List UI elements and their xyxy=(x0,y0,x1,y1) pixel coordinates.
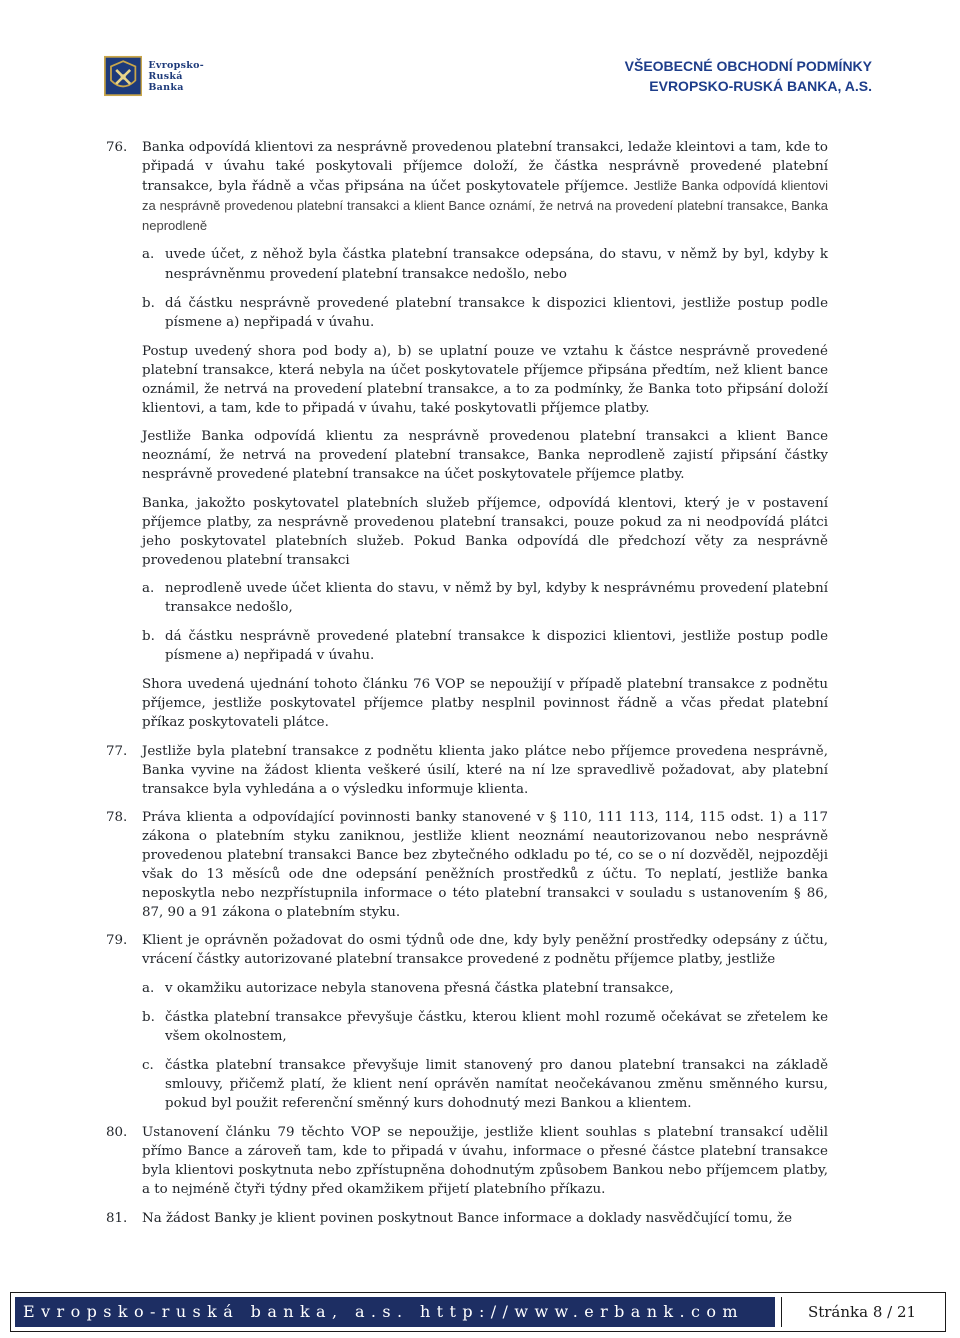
article-number: 79. xyxy=(106,933,128,949)
list-item xyxy=(142,1056,828,1113)
paragraph xyxy=(142,427,828,484)
list-item xyxy=(142,627,828,665)
list-item-text: dá částku nesprávně provedené platební transakce k dispozici klientovi, jestliže postup podle písmene a) nepřipadá v úvahu. xyxy=(165,629,828,664)
list-item xyxy=(142,579,828,617)
list-item-text: částka platební transakce převyšuje částku, kterou klient mohl rozumě očekávat se zřetelem ke všem okolnostem, xyxy=(165,1009,828,1044)
article-number: 77. xyxy=(106,743,128,759)
article-number: 80. xyxy=(106,1125,128,1141)
document-title-line2: EVROPSKO-RUSKÁ BANKA, A.S. xyxy=(649,78,872,94)
paragraph xyxy=(142,342,828,418)
list-item xyxy=(142,294,828,332)
article-text: Jestliže Banka odpovídá klientovi za nesprávně provedenou platební transakci a klient Bance oznámí, že netrvá na provedení platební transakce, Banka neprodleně xyxy=(142,178,828,234)
list-item-label: a. xyxy=(142,247,155,263)
article-77 xyxy=(106,742,828,799)
logo-line: Ruská xyxy=(148,70,183,82)
paragraph xyxy=(142,675,828,732)
page-footer xyxy=(10,1292,946,1332)
list-item-label: b. xyxy=(142,629,155,645)
article-number: 81. xyxy=(106,1210,128,1226)
article-76 xyxy=(106,138,828,236)
bank-emblem-icon xyxy=(104,53,142,99)
page-number: Stránka 8 / 21 xyxy=(781,1297,942,1327)
page-header xyxy=(0,0,960,110)
paragraph-text: Postup uvedený shora pod body a), b) se uplatní pouze ve vztahu k částce nesprávně provedené platební transakce, která nebyla na účet poskytovatele příjemce připsána předtím, než klient bance oznámil, že netrvá na provedení platební transakce, a to za podmínky, že Banka toto připsání doloží klientovi, a tam, kde to připadá v úvahu, také poskytovatli příjemce platby. xyxy=(142,343,828,417)
paragraph-text: Banka, jakožto poskytovatel platebních služeb příjemce, odpovídá klentovi, který je v postavení příjemce platby, za nesprávně provedenou platební transakci, pouze pokud za ni neodpovídá plátci jeho poskytovatel platebních služeb. Pokud Banka odpovídá dle předchozí věty za nesprávně provedenou platební transakci xyxy=(142,495,828,568)
article-text: Jestliže byla platební transakce z podnětu klienta jako plátce nebo příjemce provedena nesprávně, Banka vyvine na žádost klienta veškeré úsilí, které na ní lze spravedlivě požadovat, aby platební transakce byla vyhledána a o výsledku informuje klienta. xyxy=(142,743,828,797)
footer-bank-info: Evropsko-ruská banka, a.s. http://www.erbank.com xyxy=(15,1297,775,1327)
paragraph-text: Shora uvedená ujednání tohoto článku 76 VOP se nepoužijí v případě platební transakce z podnětu příjemce, jestliže poskytovatel příjemce platby nesplnil povinnost řádně a včas předat platební příkaz poskytovateli plátce. xyxy=(142,677,828,731)
article-text: Práva klienta a odpovídající povinnosti banky stanovené v § 110, 111 113, 114, 115 odst. 1) a 117 zákona o platebním styku zaniknou, jestliže klient neoznámí neautorizovanou nebo nesprávně provedenou platební transakci Bance bez zbytečného odkladu po té, co se o ní dozvěděl, nejpozději však do 13 měsíců ode dne odepsání peněžních prostředků z účtu. To neplatí, jestliže banka neposkytla nebo nezpřístupnila informace o této platební transakci v souladu s ustanovením § 86, 87, 90 a 91 zákona o platebním styku. xyxy=(142,809,828,921)
article-text: Na žádost Banky je klient povinen poskytnout Bance informace a doklady nasvědčující tomu, že xyxy=(142,1210,793,1226)
logo-line: Evropsko- xyxy=(148,59,204,71)
document-title xyxy=(625,56,872,96)
list-item-label: b. xyxy=(142,1009,155,1025)
article-text: Ustanovení článku 79 těchto VOP se nepoužije, jestliže klient souhlas s platební transakcí udělil přímo Bance a zároveň tam, kde to připadá v úvahu, informace o přesné částce platební transakce byla klientovi poskytnuta nebo zpřístupněna dohodnutým způsobem Bankou nebo příjemcem platby, a to nejméně čtyři týdny před okamžikem přijetí platebního příkazu. xyxy=(142,1125,828,1198)
bank-logo xyxy=(104,52,204,100)
list-item xyxy=(142,245,828,283)
list-item-text: dá částku nesprávně provedené platební transakce k dispozici klientovi, jestliže postup podle písmene a) nepřipadá v úvahu. xyxy=(165,295,828,330)
list-item-label: a. xyxy=(142,580,155,596)
list-item-text: částka platební transakce převyšuje limit stanovený pro danou platební transakci na základě smlouvy, přičemž platí, že klient není oprávěn namítat neočekávanou změnu směnného kursu, pokud byl použit referenční směnný kurs dohodnutý mezi Bankou a klientem. xyxy=(165,1057,828,1112)
list-item-label: c. xyxy=(142,1057,154,1073)
document-body xyxy=(106,138,828,1237)
list-item-label: a. xyxy=(142,980,155,996)
list-item-text: neprodleně uvede účet klienta do stavu, v němž by byl, kdyby k nesprávnému provedení platební transakce nedošlo, xyxy=(165,580,828,615)
logo-line: Banka xyxy=(148,81,184,93)
article-number: 78. xyxy=(106,809,128,825)
article-78 xyxy=(106,808,828,923)
document-title-line1: VŠEOBECNÉ OBCHODNÍ PODMÍNKY xyxy=(624,58,872,74)
paragraph-text: Jestliže Banka odpovídá klientu za nesprávně provedenou platební transakci a klient Bance neoznámí, že netrvá na provedení platební transakce, Banka neprodleně zajistí připsání částky nesprávně provedené platební transakce na účet poskytovatele příjemce platby. xyxy=(142,429,828,483)
list-item xyxy=(142,1008,828,1046)
paragraph xyxy=(142,494,828,570)
list-item-text: v okamžiku autorizace nebyla stanovena přesná částka platební transakce, xyxy=(165,980,674,996)
list-item-text: uvede účet, z něhož byla částka platební transakce odepsána, do stavu, v němž by byl, kdyby k nesprávněnmu provedení platební transakce nedošlo, nebo xyxy=(165,247,828,282)
logo-wordmark xyxy=(148,60,204,93)
list-item-label: b. xyxy=(142,295,155,311)
article-text: Banka odpovídá klientovi za nesprávně provedenou platební transakci, ledaže kleintovi a tam, kde to připadá v úvahu také poskytovali příjemce doloží, že částka nesprávně provedené platební transakce, byla řádně a včas připsána na účet poskytovatele příjemce. xyxy=(142,140,828,195)
article-number: 76. xyxy=(106,140,128,155)
article-81 xyxy=(106,1209,828,1228)
list-item xyxy=(142,979,828,998)
article-text: Klient je oprávněn požadovat do osmi týdnů ode dne, kdy byly peněžní prostředky odepsány z účtu, vrácení částky autorizované platební transakce provedené z podnětu příjemce platby, jestliže xyxy=(142,933,828,968)
article-79 xyxy=(106,931,828,969)
article-80 xyxy=(106,1123,828,1199)
